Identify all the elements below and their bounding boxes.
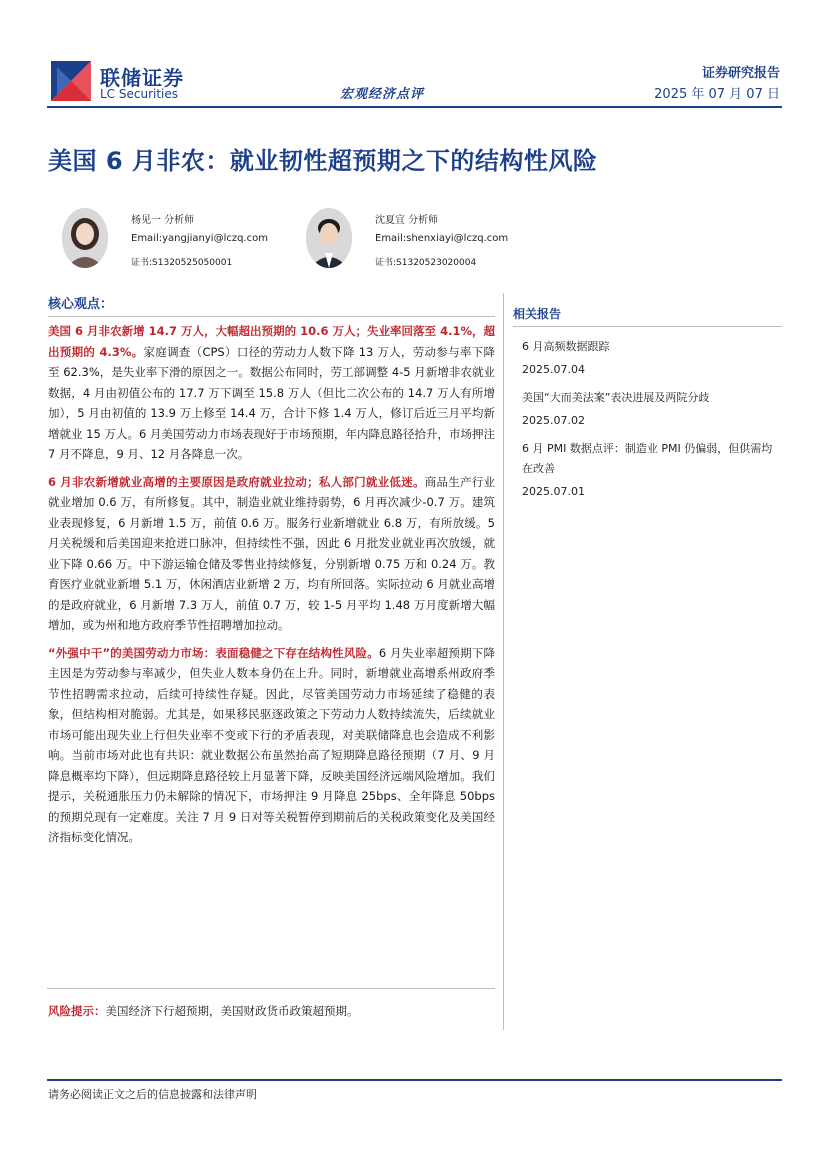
column-divider xyxy=(503,293,504,1030)
related-heading: 相关报告 xyxy=(513,305,782,327)
logo-text-cn: 联储证券 xyxy=(100,66,184,90)
header-divider xyxy=(47,106,782,108)
related-report-title[interactable]: 6 月高频数据跟踪 xyxy=(522,340,610,353)
analyst-name: 杨见一 分析师 xyxy=(131,215,195,226)
core-body: 商品生产行业就业增加 0.6 万，有所修复。其中，制造业就业维持弱势，6 月再次减少-0.7 万。建筑业表现修复，6 月新增 1.5 万，前值 0.6 万。服务行业新增就业 6.8 万，有所放缓。5 月关税缓和后美国迎来抢进口脉冲，但持续性不强，因此 6 月批发业就业再次放缓，就业下降 0.66 万。中下游运输仓储及零售业持续修复，分别新增 0.75 万和 0.24 万。教育医疗业就业新增 5.1 万，休闲酒店业新增 2 万，均有所回落。实际拉动 6 月就业高增的是政府就业，6 月新增 7.3 万人，前值 0.7 万，较 1-5 月平均 1.48 万月度新增大幅增加，或为州和地方政府季节性招聘增加拉动。 xyxy=(48,474,495,632)
report-date: 2025 年 07 月 07 日 xyxy=(654,87,780,102)
core-paragraph xyxy=(48,321,495,465)
logo-text-en: LC Securities xyxy=(100,87,179,101)
related-report-title[interactable]: 美国“大而美法案”表决进展及两院分歧 xyxy=(522,391,710,404)
footer-disclaimer: 请务必阅读正文之后的信息披露和法律声明 xyxy=(48,1088,257,1101)
footer-divider xyxy=(47,1079,782,1081)
core-paragraph xyxy=(48,643,495,848)
related-reports xyxy=(513,305,782,510)
analyst-email: Email:shenxiayi@lczq.com xyxy=(375,233,509,244)
core-body: 家庭调查（CPS）口径的劳动力人数下降 13 万人，劳动参与率下降至 62.3%，是失业率下滑的原因之一。数据公布同时，劳工部调整 4-5 月新增非农就业数据，4 月由初值公布的 17.7 万下调至 15.8 万人（但比二次公布的 14.7 万人有所增加），5 月由初值的 13.9 万上修至 14.4 万，合计下修 1.4 万人，修订后近三月平均新增就业 15 万人。6 月美国劳动力市场表现好于市场预期，年内降息路径拾升，市场押注 7 月不降息，9 月、12 月各降息一次。 xyxy=(48,344,495,461)
risk-text: 美国经济下行超预期，美国财政货币政策超预期。 xyxy=(105,1004,359,1018)
report-kind: 证券研究报告 xyxy=(701,66,780,81)
related-report-title[interactable]: 6 月 PMI 数据点评：制造业 PMI 仍偏弱，但供需均在改善 xyxy=(522,442,773,475)
section-divider xyxy=(48,316,495,317)
related-report-date: 2025.07.04 xyxy=(522,363,585,376)
analyst-cert: 证书:S1320523020004 xyxy=(375,258,477,268)
risk-note xyxy=(48,1003,359,1019)
analyst-avatar xyxy=(62,208,108,268)
risk-divider xyxy=(47,988,495,989)
analyst-email: Email:yangjianyi@lczq.com xyxy=(131,233,268,244)
report-type: 宏观经济点评 xyxy=(340,87,425,102)
core-views xyxy=(48,293,495,855)
related-report-date: 2025.07.01 xyxy=(522,485,585,498)
core-body: 6 月失业率超预期下降主因是为劳动参与率减少，但失业人数本身仍在上升。同时，新增就业高增系州政府季节性招聘需求拉动，后续可持续性存疑。因此，尽管美国劳动力市场延续了稳健的表象，但结构相对脆弱。尤其是，如果移民驱逐政策之下劳动力人数持续流失，后续就业市场可能出现失业上行但失业率不变或下行的矛盾表现，对美联储降息也会造成不利影响。当前市场对此也有共识：就业数据公布虽然抬高了短期降息路径预期（7 月、9 月降息概率均下降），但远期降息路径较上月显著下降，反映美国经济远端风险增加。我们提示，关税通胀压力仍未解除的情况下，市场押注 9 月降息 25bps、全年降息 50bps 的预期兑现有一定难度。关注 7 月 9 日对等关税暂停到期前后的关税政策变化及美国经济指标变化情况。 xyxy=(48,645,495,844)
analyst-cert: 证书:S1320525050001 xyxy=(131,258,233,268)
core-heading: 核心观点： xyxy=(48,297,114,312)
analyst-avatar xyxy=(306,208,352,268)
core-highlight: “外强中干”的美国劳动力市场：表面稳健之下存在结构性风险。 xyxy=(48,645,379,660)
related-report-date: 2025.07.02 xyxy=(522,414,585,427)
core-highlight: 6 月非农新增就业高增的主要原因是政府就业拉动；私人部门就业低迷。 xyxy=(48,474,425,489)
analyst-name: 沈夏宜 分析师 xyxy=(375,215,439,226)
lc-logo-icon xyxy=(51,61,91,101)
core-highlight: 美国 6 月非农新增 14.7 万人，大幅超出预期的 10.6 万人；失业率回落至 4.1%，超出预期的 4.3%。 xyxy=(48,324,495,359)
page-title: 美国 6 月非农：就业韧性超预期之下的结构性风险 xyxy=(48,147,598,175)
risk-label: 风险提示： xyxy=(48,1004,106,1018)
core-paragraph xyxy=(48,472,495,636)
